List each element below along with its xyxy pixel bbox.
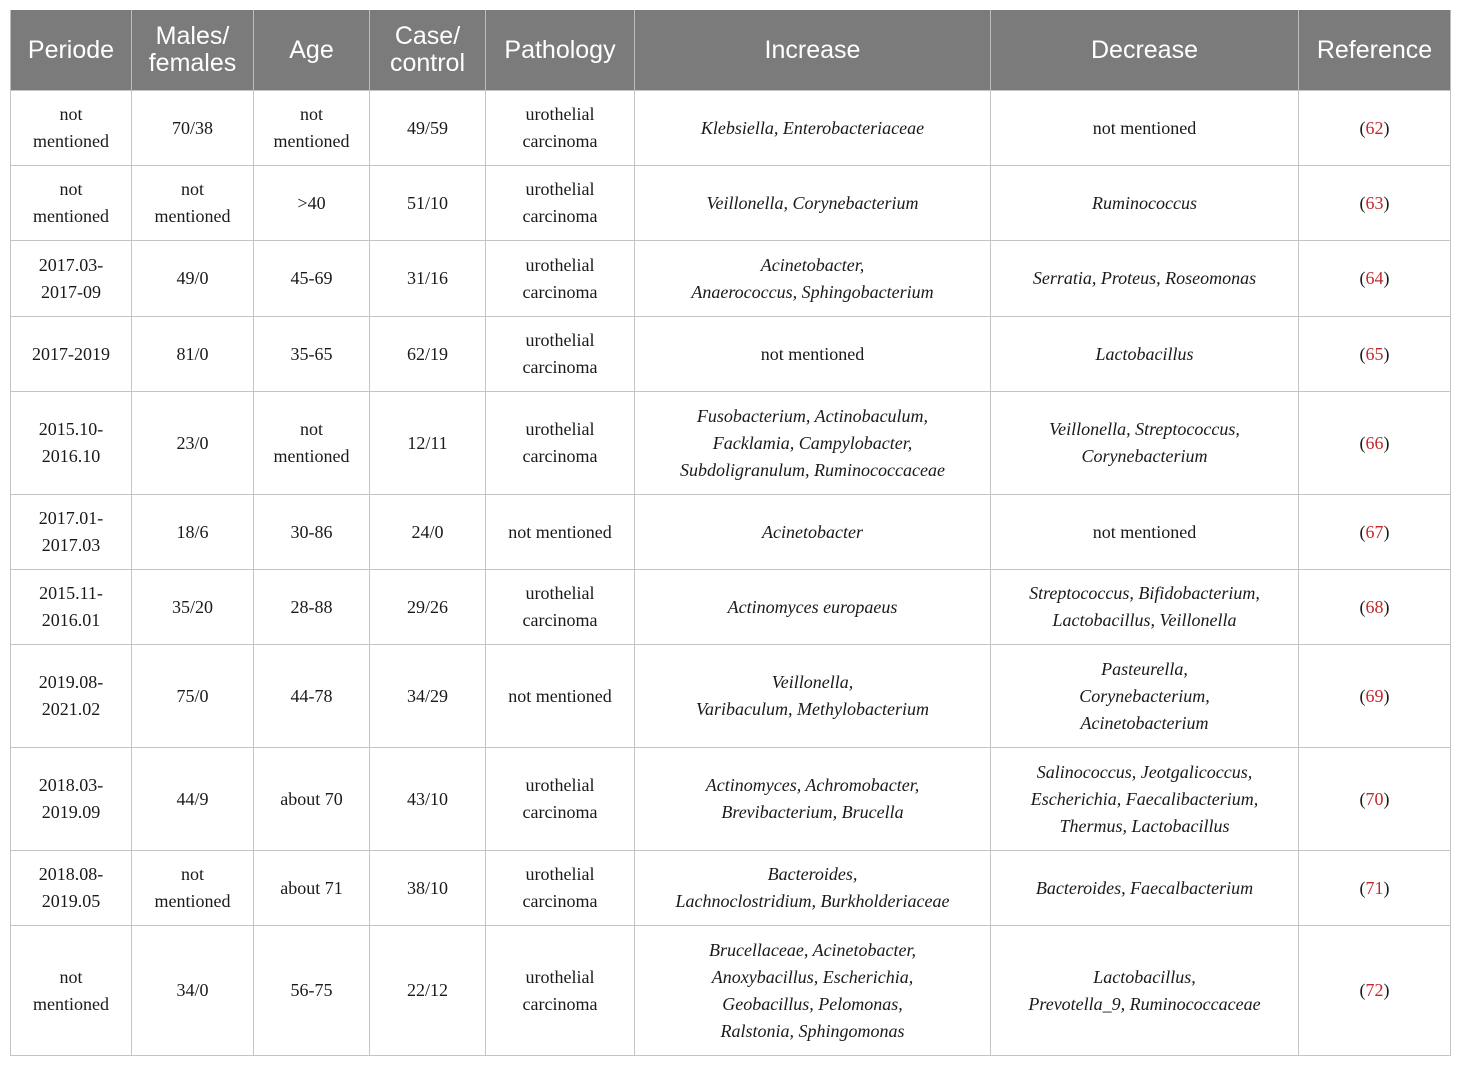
case-control-cell: 38/10 (370, 851, 486, 926)
pathology-cell: urothelial carcinoma (486, 851, 635, 926)
age-cell: about 70 (254, 748, 370, 851)
males-females-cell: not mentioned (132, 851, 254, 926)
case-control-cell: 29/26 (370, 570, 486, 645)
periode-cell: 2015.11- 2016.01 (11, 570, 132, 645)
age-cell: 28-88 (254, 570, 370, 645)
table-row (11, 851, 1451, 926)
males-females-cell: 23/0 (132, 392, 254, 495)
reference-link[interactable]: 67 (1365, 521, 1384, 542)
males-females-cell: 35/20 (132, 570, 254, 645)
decrease-cell: Salinococcus, Jeotgalicoccus, Escherichia, Faecalibacterium, Thermus, Lactobacillus (991, 748, 1299, 851)
decrease-cell: Pasteurella, Corynebacterium, Acinetobacterium (991, 645, 1299, 748)
increase-cell: Acinetobacter (635, 495, 991, 570)
reference-cell: (67) (1299, 495, 1451, 570)
periode-cell: not mentioned (11, 926, 132, 1056)
header-row (11, 10, 1451, 91)
increase-cell: Veillonella, Varibaculum, Methylobacterium (635, 645, 991, 748)
decrease-cell: Ruminococcus (991, 166, 1299, 241)
reference-link[interactable]: 62 (1365, 117, 1384, 138)
males-females-cell: 75/0 (132, 645, 254, 748)
age-cell: >40 (254, 166, 370, 241)
periode-cell: 2017-2019 (11, 317, 132, 392)
reference-cell: (65) (1299, 317, 1451, 392)
age-cell: about 71 (254, 851, 370, 926)
table-row (11, 570, 1451, 645)
header-pathology: Pathology (486, 10, 635, 91)
table-row (11, 645, 1451, 748)
age-cell: not mentioned (254, 392, 370, 495)
reference-link[interactable]: 68 (1365, 596, 1384, 617)
header-case-control: Case/ control (370, 10, 486, 91)
table-row (11, 392, 1451, 495)
header-increase: Increase (635, 10, 991, 91)
table-row (11, 317, 1451, 392)
increase-cell: not mentioned (635, 317, 991, 392)
periode-cell: 2017.01- 2017.03 (11, 495, 132, 570)
males-females-cell: 44/9 (132, 748, 254, 851)
table-row (11, 495, 1451, 570)
microbiome-study-table (10, 10, 1451, 1056)
age-cell: not mentioned (254, 91, 370, 166)
case-control-cell: 43/10 (370, 748, 486, 851)
periode-cell: 2017.03- 2017-09 (11, 241, 132, 317)
increase-cell: Bacteroides, Lachnoclostridium, Burkholderiaceae (635, 851, 991, 926)
pathology-cell: urothelial carcinoma (486, 392, 635, 495)
males-females-cell: 81/0 (132, 317, 254, 392)
header-periode: Periode (11, 10, 132, 91)
reference-link[interactable]: 71 (1365, 877, 1384, 898)
pathology-cell: urothelial carcinoma (486, 317, 635, 392)
table-row (11, 166, 1451, 241)
reference-link[interactable]: 70 (1365, 788, 1384, 809)
age-cell: 45-69 (254, 241, 370, 317)
table-row (11, 926, 1451, 1056)
increase-cell: Actinomyces, Achromobacter, Brevibacterium, Brucella (635, 748, 991, 851)
decrease-cell: Lactobacillus, Prevotella_9, Ruminococcaceae (991, 926, 1299, 1056)
case-control-cell: 34/29 (370, 645, 486, 748)
decrease-cell: Veillonella, Streptococcus, Corynebacterium (991, 392, 1299, 495)
periode-cell: 2018.03- 2019.09 (11, 748, 132, 851)
reference-link[interactable]: 72 (1365, 980, 1384, 1000)
pathology-cell: urothelial carcinoma (486, 91, 635, 166)
reference-link[interactable]: 66 (1365, 432, 1384, 453)
reference-link[interactable]: 69 (1365, 685, 1384, 706)
case-control-cell: 62/19 (370, 317, 486, 392)
age-cell: 56-75 (254, 926, 370, 1056)
males-females-cell: 70/38 (132, 91, 254, 166)
males-females-cell: 34/0 (132, 926, 254, 1056)
reference-cell: (64) (1299, 241, 1451, 317)
reference-link[interactable]: 64 (1365, 268, 1384, 288)
pathology-cell: urothelial carcinoma (486, 570, 635, 645)
header-males-females: Males/ females (132, 10, 254, 91)
case-control-cell: 24/0 (370, 495, 486, 570)
males-females-cell: not mentioned (132, 166, 254, 241)
pathology-cell: not mentioned (486, 645, 635, 748)
reference-link[interactable]: 63 (1365, 192, 1384, 213)
increase-cell: Brucellaceae, Acinetobacter, Anoxybacillus, Escherichia, Geobacillus, Pelomonas, Ralstonia, Sphingomonas (635, 926, 991, 1056)
case-control-cell: 12/11 (370, 392, 486, 495)
periode-cell: 2015.10- 2016.10 (11, 392, 132, 495)
header-decrease: Decrease (991, 10, 1299, 91)
reference-cell: (63) (1299, 166, 1451, 241)
decrease-cell: not mentioned (991, 495, 1299, 570)
increase-cell: Veillonella, Corynebacterium (635, 166, 991, 241)
case-control-cell: 22/12 (370, 926, 486, 1056)
table-header (11, 10, 1451, 91)
increase-cell: Acinetobacter, Anaerococcus, Sphingobacterium (635, 241, 991, 317)
header-age: Age (254, 10, 370, 91)
pathology-cell: urothelial carcinoma (486, 241, 635, 317)
table-row (11, 241, 1451, 317)
pathology-cell: urothelial carcinoma (486, 166, 635, 241)
age-cell: 44-78 (254, 645, 370, 748)
reference-cell: (68) (1299, 570, 1451, 645)
decrease-cell: Bacteroides, Faecalbacterium (991, 851, 1299, 926)
case-control-cell: 31/16 (370, 241, 486, 317)
decrease-cell: Streptococcus, Bifidobacterium, Lactobacillus, Veillonella (991, 570, 1299, 645)
decrease-cell: Serratia, Proteus, Roseomonas (991, 241, 1299, 317)
reference-cell: (70) (1299, 748, 1451, 851)
decrease-cell: Lactobacillus (991, 317, 1299, 392)
table-row (11, 91, 1451, 166)
age-cell: 30-86 (254, 495, 370, 570)
header-reference: Reference (1299, 10, 1451, 91)
case-control-cell: 51/10 (370, 166, 486, 241)
increase-cell: Fusobacterium, Actinobaculum, Facklamia, Campylobacter, Subdoligranulum, Ruminococcaceae (635, 392, 991, 495)
reference-cell: (62) (1299, 91, 1451, 166)
periode-cell: 2019.08- 2021.02 (11, 645, 132, 748)
increase-cell: Actinomyces europaeus (635, 570, 991, 645)
case-control-cell: 49/59 (370, 91, 486, 166)
reference-link[interactable]: 65 (1365, 343, 1384, 364)
periode-cell: not mentioned (11, 166, 132, 241)
pathology-cell: urothelial carcinoma (486, 926, 635, 1056)
table-body (11, 91, 1451, 1056)
males-females-cell: 49/0 (132, 241, 254, 317)
males-females-cell: 18/6 (132, 495, 254, 570)
periode-cell: 2018.08- 2019.05 (11, 851, 132, 926)
reference-cell: (72) (1299, 926, 1451, 1056)
reference-cell: (69) (1299, 645, 1451, 748)
periode-cell: not mentioned (11, 91, 132, 166)
table-row (11, 748, 1451, 851)
pathology-cell: not mentioned (486, 495, 635, 570)
pathology-cell: urothelial carcinoma (486, 748, 635, 851)
age-cell: 35-65 (254, 317, 370, 392)
reference-cell: (66) (1299, 392, 1451, 495)
increase-cell: Klebsiella, Enterobacteriaceae (635, 91, 991, 166)
reference-cell: (71) (1299, 851, 1451, 926)
decrease-cell: not mentioned (991, 91, 1299, 166)
